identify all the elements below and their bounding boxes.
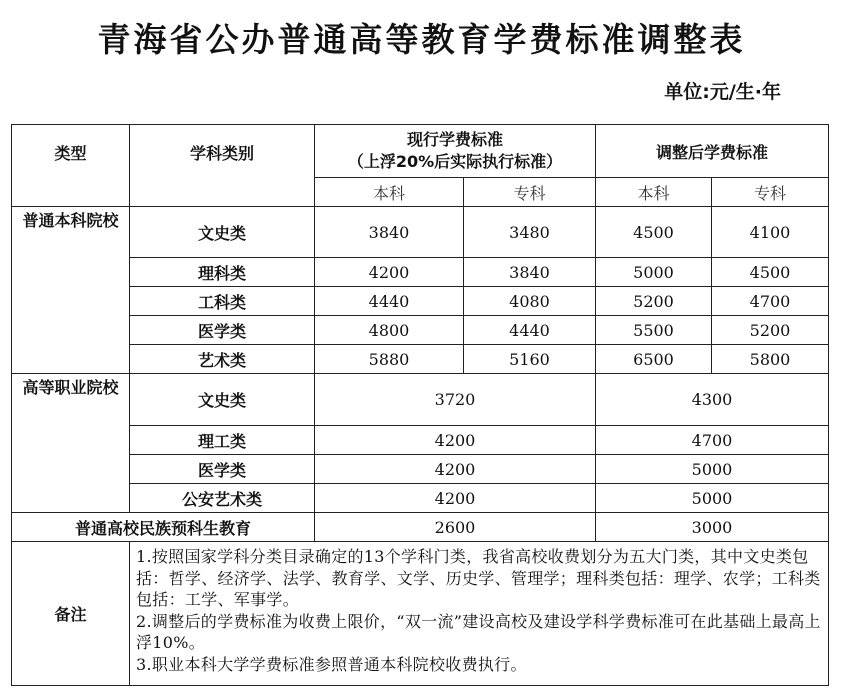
table-row xyxy=(12,426,829,455)
type-spacer xyxy=(12,455,130,484)
value-cell: 5880 xyxy=(315,345,464,374)
value-cell: 5000 xyxy=(596,455,829,484)
value-cell: 6500 xyxy=(596,345,712,374)
header-row xyxy=(12,125,829,178)
type-spacer xyxy=(12,287,130,316)
category-cell: 医学类 xyxy=(130,455,315,484)
category-cell: 文史类 xyxy=(130,374,315,426)
value-cell: 4200 xyxy=(315,426,596,455)
value-cell: 4500 xyxy=(596,207,712,258)
unit-label: 单位:元/生·年 xyxy=(664,81,781,103)
notes-content xyxy=(130,542,829,686)
category-cell: 理工类 xyxy=(130,426,315,455)
value-cell: 5000 xyxy=(596,258,712,287)
type-spacer xyxy=(12,258,130,287)
table-row xyxy=(12,513,829,542)
header-adjusted: 调整后学费标准 xyxy=(596,125,829,178)
value-cell: 4080 xyxy=(464,287,596,316)
value-cell: 5200 xyxy=(712,316,829,345)
table-row xyxy=(12,345,829,374)
value-cell: 4200 xyxy=(315,484,596,513)
table-row xyxy=(12,287,829,316)
table-row xyxy=(12,484,829,513)
value-cell: 4200 xyxy=(315,258,464,287)
value-cell: 4440 xyxy=(464,316,596,345)
notes-row xyxy=(12,542,829,686)
value-cell: 3840 xyxy=(315,207,464,258)
value-cell: 4500 xyxy=(712,258,829,287)
value-cell: 4440 xyxy=(315,287,464,316)
table-row xyxy=(12,258,829,287)
header-current-undergrad: 本科 xyxy=(315,178,464,207)
value-cell: 4100 xyxy=(712,207,829,258)
note-item: 2.调整后的学费标准为收费上限价，“双一流”建设高校及建设学科学费标准可在此基础上最高上浮10%。 xyxy=(136,611,821,652)
value-cell: 5160 xyxy=(464,345,596,374)
category-cell: 医学类 xyxy=(130,316,315,345)
value-cell: 4300 xyxy=(596,374,829,426)
category-cell: 艺术类 xyxy=(130,345,315,374)
header-current-line1: 现行学费标准 xyxy=(406,130,503,149)
header-current-junior: 专科 xyxy=(464,178,596,207)
table-row xyxy=(12,374,829,426)
value-cell: 5000 xyxy=(596,484,829,513)
value-cell: 3840 xyxy=(464,258,596,287)
type-spacer xyxy=(12,484,130,513)
type-spacer xyxy=(12,426,130,455)
page-title: 青海省公办普通高等教育学费标准调整表 xyxy=(97,20,746,59)
value-cell: 4200 xyxy=(315,455,596,484)
header-adjusted-undergrad: 本科 xyxy=(596,178,712,207)
value-cell: 4700 xyxy=(712,287,829,316)
table-row xyxy=(12,207,829,258)
value-cell: 3000 xyxy=(596,513,829,542)
notes-label: 备注 xyxy=(12,542,130,686)
tuition-table xyxy=(11,124,829,686)
note-item: 1.按照国家学科分类目录确定的13个学科门类，我省高校收费划分为五大门类，其中文史类包括：哲学、经济学、法学、教育学、文学、历史学、管理学；理科类包括：理学、农学；工科类包括：工学、军事学。 xyxy=(136,547,821,609)
value-cell: 3720 xyxy=(315,374,596,426)
value-cell: 2600 xyxy=(315,513,596,542)
header-type: 类型 xyxy=(12,125,130,207)
note-item: 3.职业本科大学学费标准参照普通本科院校收费执行。 xyxy=(136,654,527,674)
type-spacer xyxy=(12,316,130,345)
header-current xyxy=(315,125,596,178)
table-row xyxy=(12,455,829,484)
value-cell: 3480 xyxy=(464,207,596,258)
value-cell: 4700 xyxy=(596,426,829,455)
header-current-line2: （上浮20%后实际执行标准） xyxy=(347,152,563,171)
value-cell: 5800 xyxy=(712,345,829,374)
ethnic-label: 普通高校民族预科生教育 xyxy=(12,513,315,542)
category-cell: 文史类 xyxy=(130,207,315,258)
header-adjusted-junior: 专科 xyxy=(712,178,829,207)
category-cell: 公安艺术类 xyxy=(130,484,315,513)
header-category: 学科类别 xyxy=(130,125,315,207)
value-cell: 5200 xyxy=(596,287,712,316)
type-undergrad: 普通本科院校 xyxy=(12,207,130,258)
value-cell: 4800 xyxy=(315,316,464,345)
type-vocational: 高等职业院校 xyxy=(12,374,130,426)
value-cell: 5500 xyxy=(596,316,712,345)
category-cell: 工科类 xyxy=(130,287,315,316)
category-cell: 理科类 xyxy=(130,258,315,287)
table-row xyxy=(12,316,829,345)
type-spacer xyxy=(12,345,130,374)
